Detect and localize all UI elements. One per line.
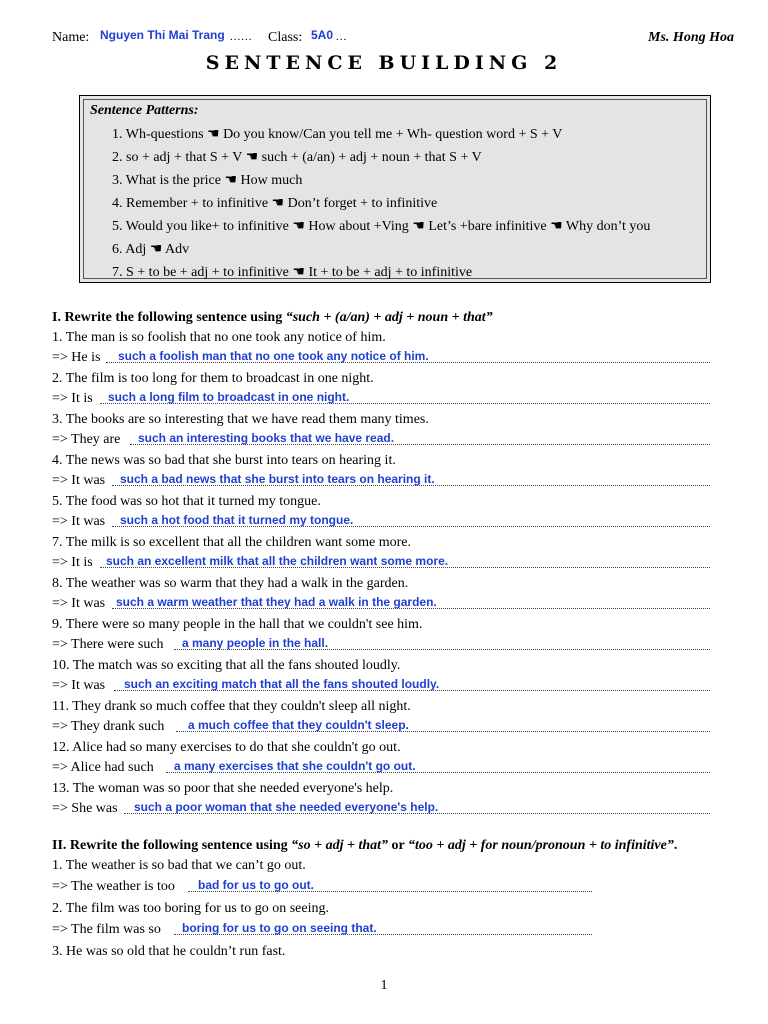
exercise-question: 3. The books are so interesting that we have read them many times. xyxy=(52,412,429,427)
pattern-item: 1. Wh-questions ☚ Do you know/Can you tell me + Wh- question word + S + V xyxy=(112,127,563,142)
exercise-question: 12. Alice had so many exercises to do that she couldn't go out. xyxy=(52,740,401,755)
class-label: Class: xyxy=(268,30,303,45)
section-2-heading xyxy=(52,838,677,854)
teacher-name: Ms. Hong Hoa xyxy=(648,30,734,45)
section-2-pattern-1: “so + adj + that” xyxy=(291,838,389,853)
pattern-item: 5. Would you like+ to infinitive ☚ How about +Ving ☚ Let’s +bare infinitive ☚ Why don’t you xyxy=(112,219,651,234)
exercise-question: 2. The film is too long for them to broadcast in one night. xyxy=(52,371,374,386)
handwritten-answer: boring for us to go on seeing that. xyxy=(182,921,377,935)
student-name: Nguyen Thi Mai Trang xyxy=(100,28,225,42)
answer-prefix: => The weather is too xyxy=(52,879,175,894)
handwritten-answer: a much coffee that they couldn't sleep. xyxy=(188,718,409,732)
handwritten-answer: a many people in the hall. xyxy=(182,636,329,650)
handwritten-answer: such a poor woman that she needed everyone's help. xyxy=(134,800,439,814)
pattern-item: 7. S + to be + adj + to infinitive ☚ It + to be + adj + to infinitive xyxy=(112,265,473,280)
name-dots: ...... xyxy=(230,31,253,43)
section-2-pattern-2: “too + adj + for noun/pronoun + to infinitive” xyxy=(407,838,674,853)
answer-prefix: => It was xyxy=(52,596,106,611)
exercise-question: 2. The film was too boring for us to go on seeing. xyxy=(52,901,329,916)
answer-prefix: => He is xyxy=(52,350,101,365)
section-2-or: or xyxy=(388,838,408,853)
section-1-heading-text: I. Rewrite the following sentence using xyxy=(52,310,286,325)
exercise-question: 4. The news was so bad that she burst into tears on hearing it. xyxy=(52,453,396,468)
handwritten-answer: bad for us to go out. xyxy=(198,878,314,892)
handwritten-answer: such an excellent milk that all the children want some more. xyxy=(106,554,449,568)
answer-prefix: => It was xyxy=(52,473,106,488)
handwritten-answer: such a long film to broadcast in one night. xyxy=(108,390,350,404)
exercise-question: 7. The milk is so excellent that all the children want some more. xyxy=(52,535,411,550)
answer-prefix: => Alice had such xyxy=(52,760,154,775)
answer-prefix: => It was xyxy=(52,678,106,693)
class-dots: ... xyxy=(336,31,348,43)
answer-prefix: => They drank such xyxy=(52,719,165,734)
handwritten-answer: such an interesting books that we have read. xyxy=(138,431,395,445)
name-label: Name: xyxy=(52,30,90,45)
section-2-heading-end: . xyxy=(673,838,678,853)
exercise-question: 9. There were so many people in the hall that we couldn't see him. xyxy=(52,617,423,632)
section-2-heading-text: II. Rewrite the following sentence using xyxy=(52,838,292,853)
pattern-item: 6. Adj ☚ Adv xyxy=(112,242,190,257)
exercise-question: 8. The weather was so warm that they had a walk in the garden. xyxy=(52,576,409,591)
exercise-question: 5. The food was so hot that it turned my tongue. xyxy=(52,494,321,509)
answer-prefix: => There were such xyxy=(52,637,164,652)
sentence-patterns-box xyxy=(79,95,711,283)
handwritten-answer: such a warm weather that they had a walk in the garden. xyxy=(116,595,437,609)
page-title: SENTENCE BUILDING 2 xyxy=(205,52,563,74)
handwritten-answer: such a foolish man that no one took any notice of him. xyxy=(118,349,429,363)
answer-prefix: => It is xyxy=(52,391,93,406)
answer-prefix: => It is xyxy=(52,555,93,570)
handwritten-answer: such an exciting match that all the fans shouted loudly. xyxy=(124,677,440,691)
answer-prefix: => It was xyxy=(52,514,106,529)
worksheet-header xyxy=(52,30,734,50)
exercise-question: 13. The woman was so poor that she needed everyone's help. xyxy=(52,781,394,796)
handwritten-answer: a many exercises that she couldn't go out. xyxy=(174,759,416,773)
exercise-question: 3. He was so old that he couldn’t run fast. xyxy=(52,944,286,959)
answer-prefix: => She was xyxy=(52,801,118,816)
class-value: 5A0 xyxy=(311,28,334,42)
exercise-question: 11. They drank so much coffee that they couldn't sleep all night. xyxy=(52,699,411,714)
pattern-item: 4. Remember + to infinitive ☚ Don’t forget + to infinitive xyxy=(112,196,438,211)
pattern-item: 3. What is the price ☚ How much xyxy=(112,173,303,188)
section-1-heading xyxy=(52,310,493,326)
exercise-question: 10. The match was so exciting that all the fans shouted loudly. xyxy=(52,658,401,673)
exercise-question: 1. The weather is so bad that we can’t go out. xyxy=(52,858,306,873)
patterns-heading: Sentence Patterns: xyxy=(90,103,199,118)
handwritten-answer: such a bad news that she burst into tears on hearing it. xyxy=(120,472,435,486)
section-1-pattern: “such + (a/an) + adj + noun + that” xyxy=(285,310,493,325)
page-number: 1 xyxy=(380,978,388,993)
exercise-question: 1. The man is so foolish that no one took any notice of him. xyxy=(52,330,386,345)
handwritten-answer: such a hot food that it turned my tongue. xyxy=(120,513,354,527)
pattern-item: 2. so + adj + that S + V ☚ such + (a/an) + adj + noun + that S + V xyxy=(112,150,482,165)
answer-prefix: => They are xyxy=(52,432,121,447)
answer-prefix: => The film was so xyxy=(52,922,161,937)
